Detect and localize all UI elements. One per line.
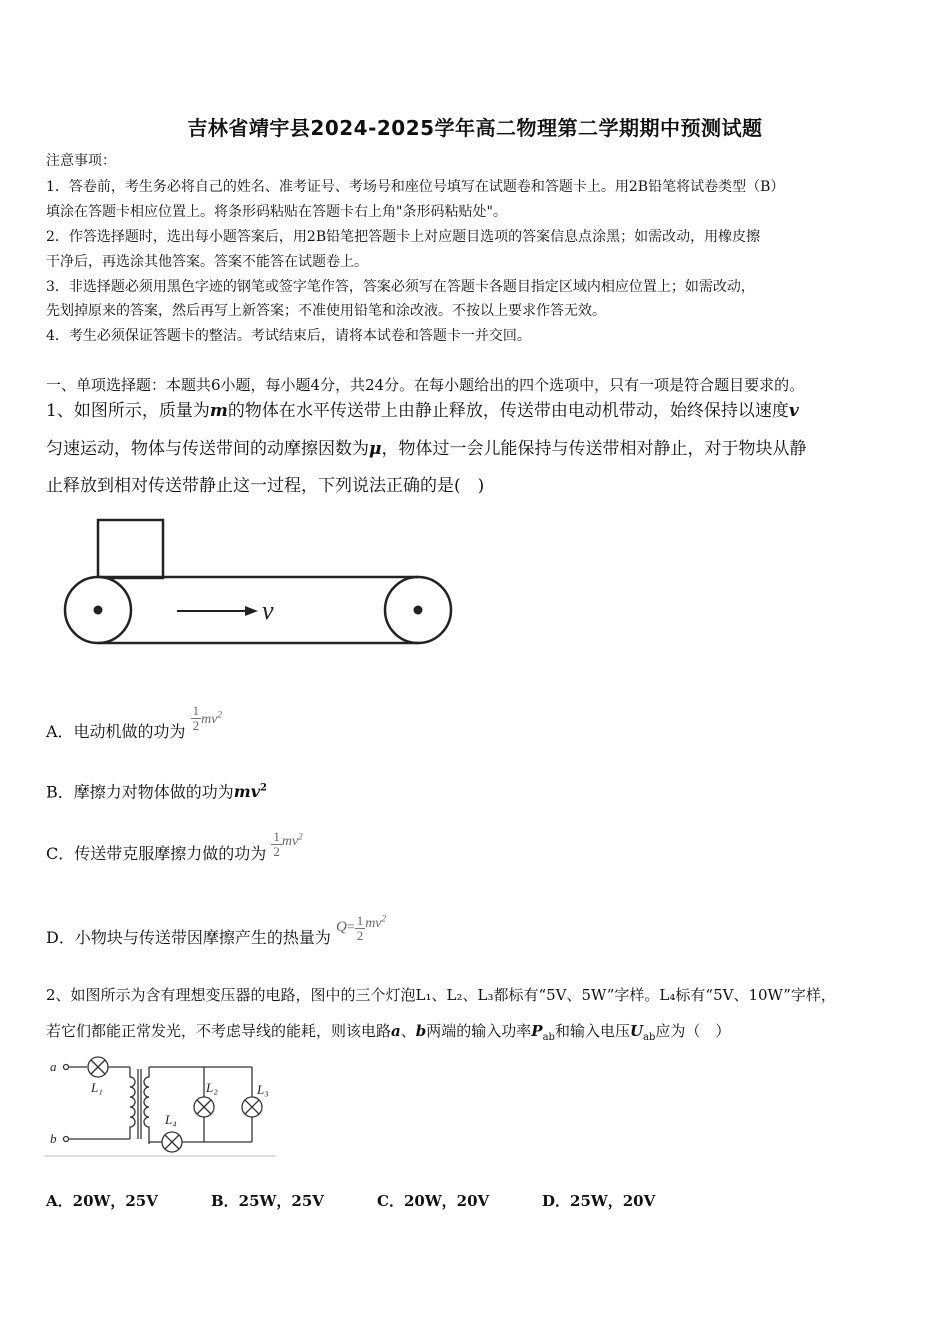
option-1b[interactable]: B．摩擦力对物体做的功为$mv^2$ (46, 782, 267, 802)
terminal-a-label: a (50, 1059, 57, 1074)
conveyor-belt-figure (55, 512, 465, 657)
notice-line: 先划掉原来的答案，然后再写上新答案；不准使用铅笔和涂改液。不按以上要求作答无效。 (46, 303, 606, 319)
transformer-circuit-figure (44, 1052, 284, 1162)
page-title: 吉林省靖宇县2024-2025学年高二物理第二学期期中预测试题 (187, 116, 763, 140)
notice-line: 1．答卷前，考生务必将自己的姓名、准考证号、考场号和座位号填写在试题卷和答题卡上。用2B铅笔将试卷类型（B） (46, 179, 785, 195)
terminal-a (64, 1065, 69, 1070)
notice-heading: 注意事项： (46, 153, 116, 169)
lamp-l4-label: L₄ (165, 1112, 177, 1127)
option-2b[interactable]: B．25W，25V (211, 1192, 324, 1210)
question-1-line-1: 1、如图所示，质量为m的物体在水平传送带上由静止释放，传送带由电动机带动，始终保持以速度v (46, 401, 799, 421)
left-axle (94, 606, 103, 615)
option-2d[interactable]: D．25W，20V (542, 1192, 656, 1210)
fraction: $\frac{1}{2}$ (273, 829, 280, 859)
fraction: $\frac{1}{2}$ (192, 703, 200, 733)
question-1-line-3: 止释放到相对传送带静止这一过程，下列说法正确的是( ) (46, 476, 485, 496)
lamp-l2-label: L₂ (206, 1080, 218, 1095)
fraction: $\frac{1}{2}$ (356, 913, 364, 943)
right-axle (414, 606, 423, 615)
question-2-line-1: 2、如图所示为含有理想变压器的电路，图中的三个灯泡L₁、L₂、L₃都标有“5V、5W”字样。L₄标有“5V、10W”字样， (46, 986, 836, 1004)
primary-coil (130, 1067, 135, 1139)
question-2-line-2: 若它们都能正常发光，不考虑导线的能耗，则该电路a、b两端的输入功率$P_{ab}$和输入电压$U_{ab}$应为（ ） (46, 1022, 731, 1043)
notice-line: 2．作答选择题时，选出每小题答案后，用2B铅笔把答题卡上对应题目选项的答案信息点涂黑；如需改动，用橡皮擦 (46, 229, 761, 245)
lamp-l3-label: L₃ (257, 1082, 269, 1097)
lamp-l1-label: L₁ (91, 1080, 103, 1095)
terminal-b-label: b (50, 1131, 57, 1146)
terminal-b (64, 1137, 69, 1142)
option-2c[interactable]: C．20W，20V (377, 1192, 490, 1210)
option-1c[interactable]: C．传送带克服摩擦力做的功为 $\frac{1}{2}$ $mv^2$ (46, 829, 303, 863)
notice-line: 3．非选择题必须用黑色字迹的钢笔或签字笔作答，答案必须写在答题卡各题目指定区域内相应位置上；如需改动， (46, 279, 755, 295)
notice-line: 4．考生必须保证答题卡的整洁。考试结束后，请将本试卷和答题卡一并交回。 (46, 328, 531, 344)
secondary-coil (144, 1067, 149, 1144)
question-1-line-2: 匀速运动，物体与传送带间的动摩擦因数为μ，物体过一会儿能保持与传送带相对静止，对于物块从静 (46, 439, 807, 459)
notice-line: 填涂在答题卡相应位置上。将条形码粘贴在答题卡右上角"条形码粘贴处"。 (46, 204, 507, 220)
velocity-arrowhead (245, 606, 258, 616)
option-1a[interactable]: A．电动机做的功为 $\frac{1}{2}$ $mv^2$ (46, 703, 222, 741)
velocity-label: v (262, 596, 274, 625)
option-2a[interactable]: A．20W，25V (46, 1192, 158, 1210)
notice-line: 干净后，再选涂其他答案。答案不能答在试题卷上。 (46, 254, 368, 270)
block (98, 520, 163, 578)
option-1d[interactable]: D．小物块与传送带因摩擦产生的热量为 Q= $\frac{1}{2}$ $mv^2$ (46, 913, 387, 947)
section-heading: 一、单项选择题：本题共6小题，每小题4分，共24分。在每小题给出的四个选项中，只有一项是符合题目要求的。 (46, 376, 805, 394)
